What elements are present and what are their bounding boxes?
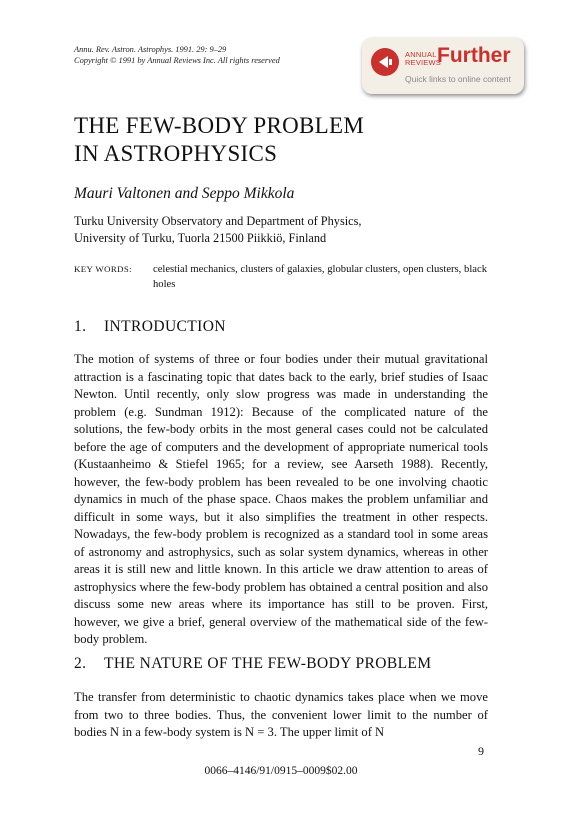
nature-paragraph: The transfer from deterministic to chaotic dynamics takes place when we move from two to three bodies. Thus, the convenient lower limit to the number of bodies N in a few-body system is N = 3. The upper limit of N (74, 690, 488, 739)
section-heading-introduction (74, 318, 226, 336)
journal-citation: Annu. Rev. Astron. Astrophys. 1991. 29: 9–29 (74, 45, 227, 54)
affiliation-line-2: University of Turku, Tuorla 21500 Piikkiö, Finland (74, 231, 327, 245)
footer-code: 0066–4146/91/0915–0009$02.00 (204, 765, 358, 777)
badge-reviews: REVIEWS (405, 58, 441, 67)
key-words: celestial mechanics, clusters of galaxies, globular clusters, open clusters, black holes (153, 264, 487, 290)
title-line-1: THE FEW-BODY PROBLEM (74, 113, 365, 138)
copyright-notice: Copyright © 1991 by Annual Reviews Inc. All rights reserved (74, 56, 280, 65)
article-title (74, 112, 364, 168)
badge-further-label: Further (437, 44, 511, 67)
section-number: 2. (74, 655, 87, 672)
section-title: INTRODUCTION (104, 318, 226, 335)
journal-meta (74, 44, 280, 66)
affiliation-line-1: Turku University Observatory and Department of Physics, (74, 214, 362, 228)
article-authors: Mauri Valtonen and Seppo Mikkola (74, 185, 295, 202)
arrow-left-icon (371, 48, 399, 76)
introduction-paragraph: The motion of systems of three or four bodies under their mutual gravitational attraction is a fascinating topic that dates back to the early, brief studies of Isaac Newton. Until recently, only slow progress was made in understanding the problem (e.g. Sundman 1912): Because of the complicated nature of the solutions, the few-body orbits in the most general cases could not be calculated before the age of computers and the development of appropriate numerical tools (Kustaanheimo & Stiefel 1965; for a review, see Aarseth 1988). Recently, however, the few-body problem has been revealed to be one involving chaotic dynamics in much of the phase space. Chaos makes the problem unfamiliar and difficult in some ways, but it also simplifies the treatment in other respects. Nowadays, the few-body problem is recognized as a standard tool in some areas of astronomy and astrophysics, such as solar system dynamics, whereas in other areas it is still new and little known. In this article we draw attention to areas of astrophysics where the few-body problem has obtained a central position and also discuss some new areas where its importance has still to be proven. First, however, we give a brief, general overview of the mathematical side of the few-body problem. (74, 352, 488, 646)
badge-annual-reviews (405, 51, 441, 67)
section-number: 1. (74, 318, 87, 335)
title-line-2: IN ASTROPHYSICS (74, 141, 278, 166)
key-words-label: KEY WORDS: (74, 264, 133, 274)
badge-subtitle: Quick links to online content (405, 74, 511, 84)
affiliation (74, 213, 361, 247)
further-badge[interactable] (362, 38, 524, 94)
further-logo (371, 48, 399, 76)
page-number: 9 (478, 744, 484, 758)
section-heading-nature (74, 655, 431, 673)
section-title: THE NATURE OF THE FEW-BODY PROBLEM (104, 655, 432, 672)
badge-annual: ANNUAL (405, 50, 437, 59)
